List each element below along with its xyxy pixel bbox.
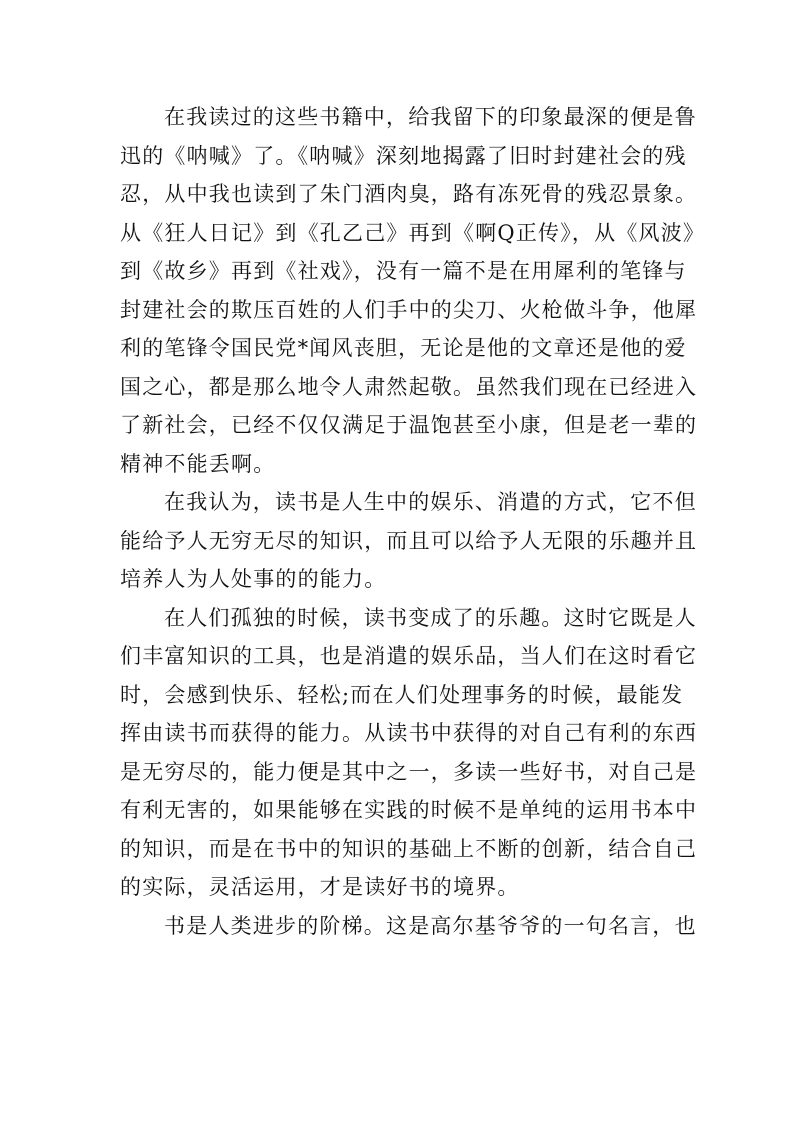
paragraph-3-line-1: 在人们孤独的时候，读书变成了的乐趣。这时它既是人 [164, 605, 697, 630]
paragraph-1-line-7: 利的笔锋令国民党*闻风丧胆，无论是他的文章还是他的爱 [120, 336, 687, 360]
paragraph-1-line-9: 了新社会，已经不仅仅满足于温饱甚至小康，但是老一辈的 [120, 413, 698, 437]
paragraph-1-line-2: 迅的《呐喊》了。《呐喊》深刻地揭露了旧时封建社会的残 [120, 143, 687, 168]
paragraph-1-line-4: 从《狂人日记》到《孔乙己》再到《啊Q正传》，从《风波》 [120, 220, 706, 245]
paragraph-3-line-8: 的实际，灵活运用，才是读好书的境界。 [120, 875, 520, 899]
paragraph-1-line-6: 封建社会的欺压百姓的人们手中的尖刀、火枪做斗争，他犀 [120, 297, 698, 322]
paragraph-4-line-1: 书是人类进步的阶梯。这是高尔基爷爷的一句名言，也 [164, 913, 697, 938]
paragraph-3-line-4: 挥由读书而获得的能力。从读书中获得的对自己有利的东西 [120, 721, 698, 745]
paragraph-3-line-7: 的知识，而是在书中的知识的基础上不断的创新，结合自己 [120, 836, 698, 861]
paragraph-1-line-10: 精神不能丢啊。 [120, 451, 276, 476]
paragraph-2-line-1: 在我认为，读书是人生中的娱乐、消遣的方式，它不但 [164, 490, 697, 514]
paragraph-2-line-3: 培养人为人处事的的能力。 [120, 567, 387, 591]
paragraph-3-line-6: 有利无害的，如果能够在实践的时候不是单纯的运用书本中 [120, 798, 698, 822]
paragraph-3-line-5: 是无穷尽的，能力便是其中之一，多读一些好书，对自己是 [120, 759, 698, 784]
paragraph-1-line-3: 忍，从中我也读到了朱门酒肉臭，路有冻死骨的残忍景象。 [120, 182, 698, 206]
paragraph-3-line-3: 时，会感到快乐、轻松;而在人们处理事务的时候，最能发 [120, 682, 684, 707]
paragraph-1-line-5: 到《故乡》再到《社戏》，没有一篇不是在用犀利的笔锋与 [120, 259, 687, 283]
paragraph-1-line-1: 在我读过的这些书籍中，给我留下的印象最深的便是鲁 [164, 105, 697, 129]
body-text [120, 98, 706, 945]
paragraph-2-line-2: 能给予人无穷无尽的知识，而且可以给予人无限的乐趣并且 [120, 528, 698, 553]
paragraph-3-line-2: 们丰富知识的工具，也是消遣的娱乐品，当人们在这时看它 [120, 644, 698, 668]
paragraph-1-line-8: 国之心，都是那么地令人肃然起敬。虽然我们现在已经进入 [120, 374, 698, 399]
